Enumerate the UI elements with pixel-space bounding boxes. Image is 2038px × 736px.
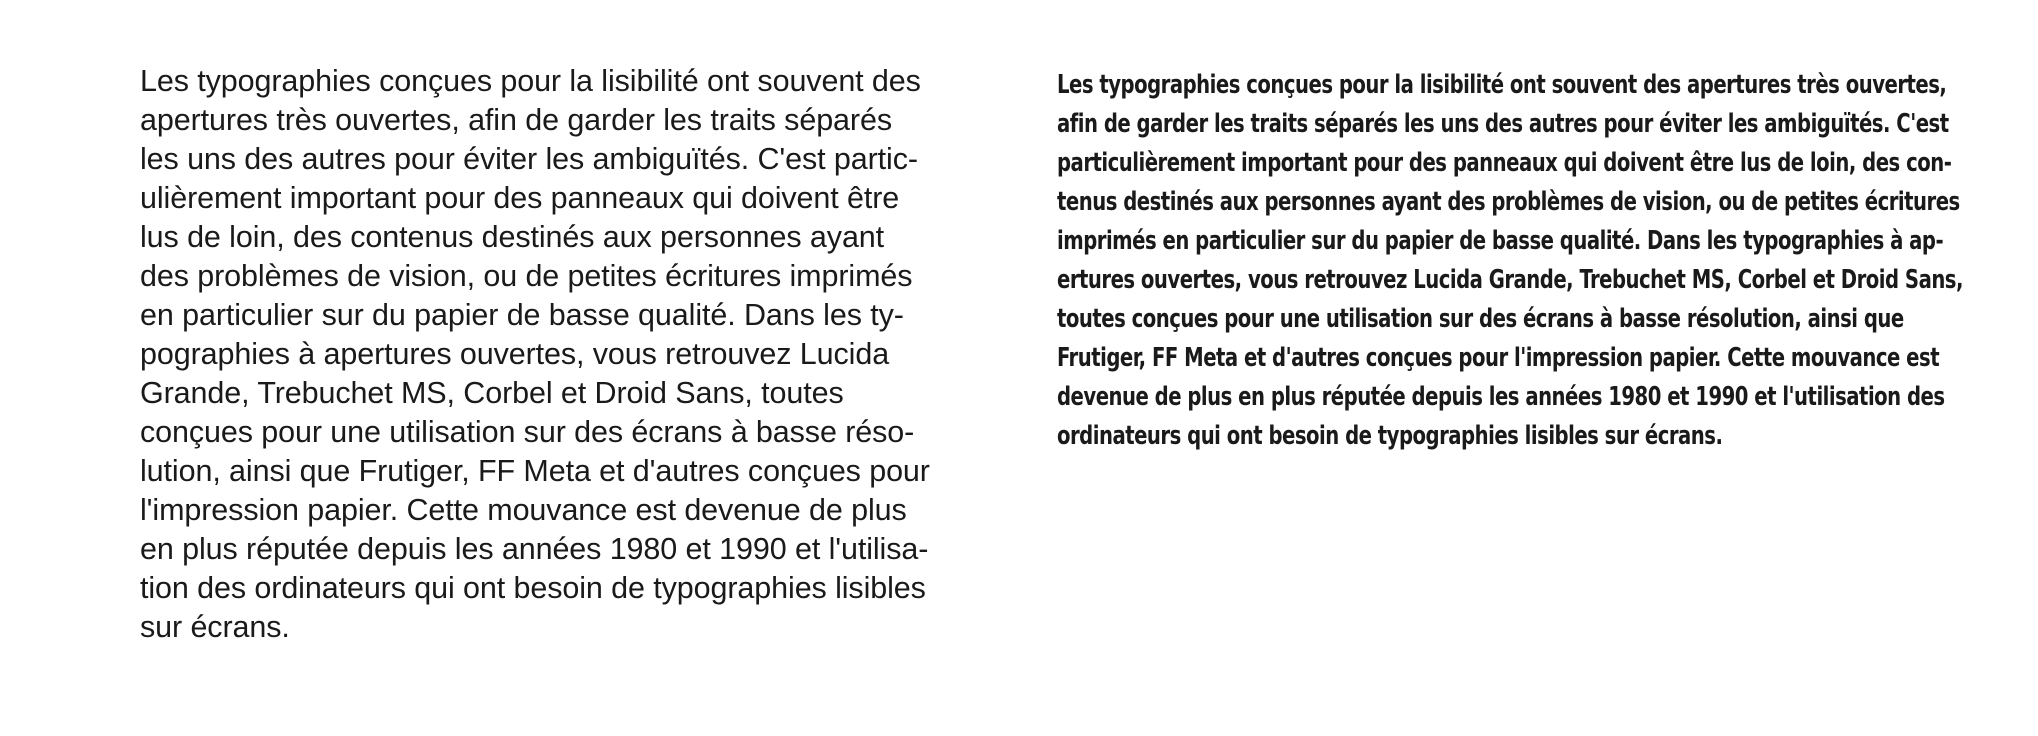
- paragraph-line: l'impression papier. Cette mouvance est devenue de plus: [140, 493, 907, 527]
- paragraph-line: imprimés en particulier sur du papier de basse qualité. Dans les typographies à ap-: [1057, 226, 1944, 256]
- paragraph-line: les uns des autres pour éviter les ambiguïtés. C'est partic-: [140, 142, 918, 176]
- paragraph-line: en plus réputée depuis les années 1980 et 1990 et l'utilisa-: [140, 532, 929, 566]
- paragraph-line: apertures très ouvertes, afin de garder les traits séparés: [140, 103, 892, 137]
- paragraph-line: des problèmes de vision, ou de petites écritures imprimés: [140, 259, 913, 293]
- paragraph-line: Grande, Trebuchet MS, Corbel et Droid Sans, toutes: [140, 376, 844, 410]
- paragraph-line: lution, ainsi que Frutiger, FF Meta et d'autres conçues pour: [140, 454, 930, 488]
- paragraph-line: conçues pour une utilisation sur des écrans à basse réso-: [140, 415, 915, 449]
- paragraph-line: ordinateurs qui ont besoin de typographies lisibles sur écrans.: [1057, 421, 1723, 451]
- paragraph-line: lus de loin, des contenus destinés aux personnes ayant: [140, 220, 885, 254]
- paragraph-line: tenus destinés aux personnes ayant des problèmes de vision, ou de petites écritures: [1057, 187, 1960, 217]
- paragraph-line: tion des ordinateurs qui ont besoin de typographies lisibles: [140, 571, 926, 605]
- paragraph-line: ertures ouvertes, vous retrouvez Lucida Grande, Trebuchet MS, Corbel et Droid Sans,: [1057, 265, 1963, 295]
- paragraph-line: sur écrans.: [140, 610, 290, 644]
- paragraph-line: devenue de plus en plus réputée depuis les années 1980 et 1990 et l'utilisation des: [1057, 382, 1945, 412]
- paragraph-humanist-sans: [140, 62, 1010, 647]
- paragraph-line: afin de garder les traits séparés les uns des autres pour éviter les ambiguïtés. C'est: [1057, 109, 1949, 139]
- paragraph-line: toutes conçues pour une utilisation sur des écrans à basse résolution, ainsi que: [1057, 304, 1904, 334]
- paragraph-line: pographies à apertures ouvertes, vous retrouvez Lucida: [140, 337, 890, 371]
- paragraph-condensed-bold: [1057, 66, 1963, 456]
- paragraph-line: Les typographies conçues pour la lisibilité ont souvent des: [140, 64, 921, 98]
- paragraph-line: en particulier sur du papier de basse qualité. Dans les ty-: [140, 298, 904, 332]
- paragraph-line: particulièrement important pour des panneaux qui doivent être lus de loin, des con-: [1057, 148, 1952, 178]
- paragraph-line: Frutiger, FF Meta et d'autres conçues pour l'impression papier. Cette mouvance est: [1057, 343, 1940, 373]
- paragraph-line: ulièrement important pour des panneaux qui doivent être: [140, 181, 900, 215]
- paragraph-line: Les typographies conçues pour la lisibilité ont souvent des apertures très ouvertes,: [1057, 70, 1947, 100]
